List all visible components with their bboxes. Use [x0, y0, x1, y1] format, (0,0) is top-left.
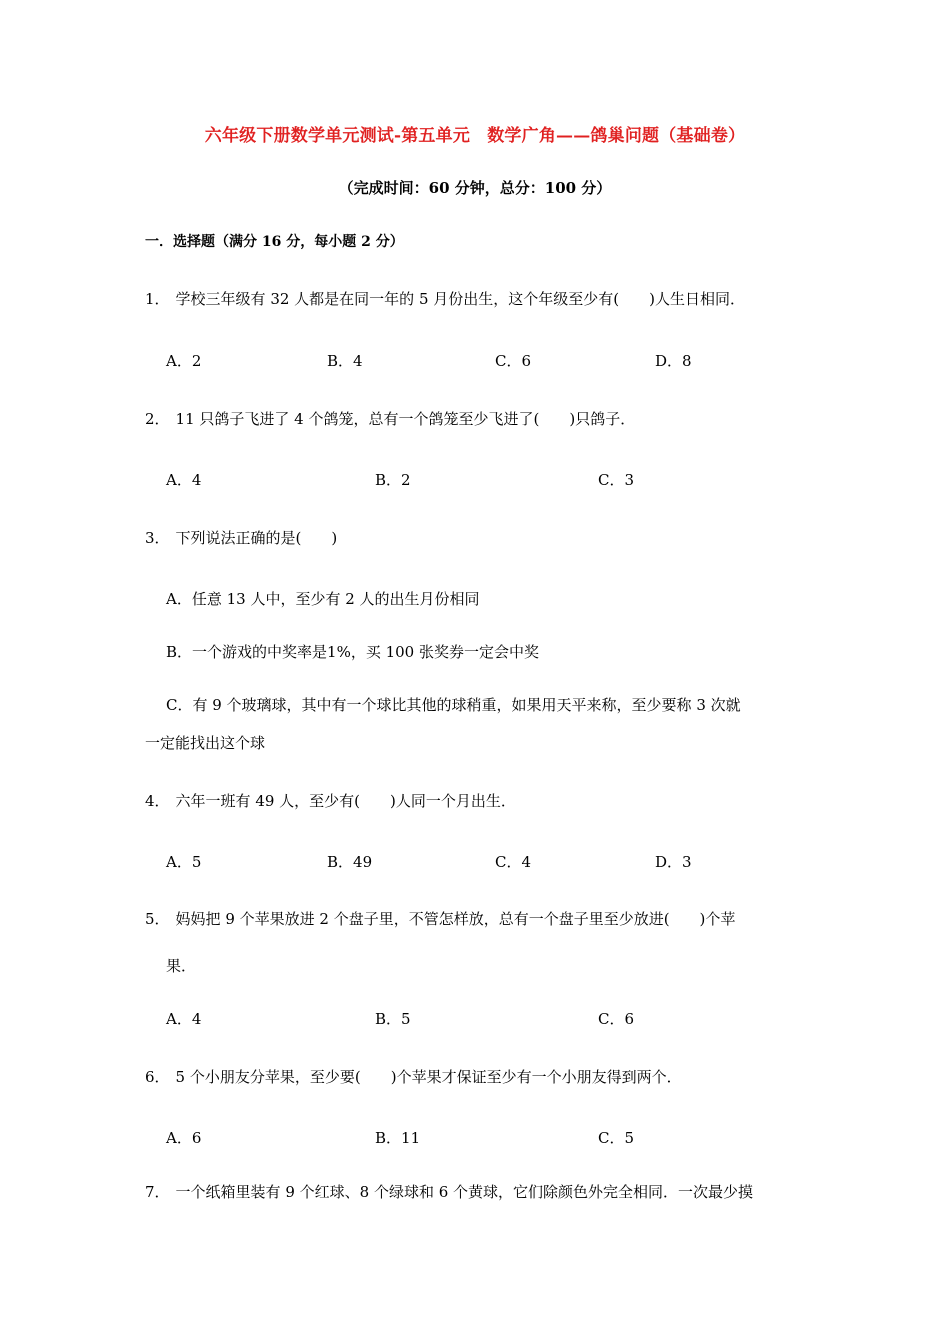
option-b: B．一个游戏的中奖率是1%，买 100 张奖券一定会中奖 [166, 643, 539, 661]
option-a: A．2 [166, 352, 202, 370]
option-d: D．3 [655, 853, 692, 871]
question-5 [145, 908, 735, 929]
option-c: C．3 [598, 471, 635, 489]
question-text: 5 个小朋友分苹果，至少要( )个苹果才保证至少有一个小朋友得到两个． [175, 1068, 682, 1086]
option-b: B．49 [327, 853, 373, 871]
option-c: C．6 [598, 1010, 635, 1028]
option-b: B．11 [375, 1129, 421, 1147]
option-b: B．4 [327, 352, 363, 370]
question-1 [145, 288, 745, 309]
option-a: A．4 [166, 471, 202, 489]
option-c: C．5 [598, 1129, 635, 1147]
option-a: A．5 [166, 853, 202, 871]
question-number: 3． [145, 529, 170, 547]
page-title: 六年级下册数学单元测试-第五单元 数学广角——鸽巢问题（基础卷） [204, 126, 746, 146]
section-heading: 一．选择题（满分 16 分，每小题 2 分） [145, 234, 404, 250]
question-number: 2． [145, 410, 170, 428]
question-text-continuation: 果． [166, 957, 197, 975]
question-3 [145, 527, 337, 548]
question-4 [145, 790, 516, 811]
question-text: 下列说法正确的是( ) [175, 529, 338, 547]
question-2 [145, 408, 635, 429]
question-7 [145, 1181, 753, 1202]
option-a: A．任意 13 人中，至少有 2 人的出生月份相同 [166, 590, 480, 608]
question-6 [145, 1066, 682, 1087]
option-c-continuation: 一定能找出这个球 [145, 734, 266, 752]
option-d: D．8 [655, 352, 692, 370]
question-number: 5． [145, 910, 170, 928]
question-number: 1． [145, 290, 170, 308]
option-b: B．2 [375, 471, 411, 489]
option-c: C．4 [495, 853, 532, 871]
question-text: 六年一班有 49 人，至少有( )人同一个月出生． [175, 792, 516, 810]
question-number: 4． [145, 792, 170, 810]
question-text: 学校三年级有 32 人都是在同一年的 5 月份出生，这个年级至少有( )人生日相同． [175, 290, 745, 308]
option-b: B．5 [375, 1010, 411, 1028]
option-a: A．4 [166, 1010, 202, 1028]
option-c: C．6 [495, 352, 532, 370]
question-number: 6． [145, 1068, 170, 1086]
option-a: A．6 [166, 1129, 202, 1147]
question-number: 7． [145, 1183, 170, 1201]
page-subtitle: （完成时间：60 分钟，总分：100 分） [338, 179, 612, 197]
option-c: C．有 9 个玻璃球，其中有一个球比其他的球稍重，如果用天平来称，至少要称 3 次就 [166, 696, 741, 714]
question-text: 妈妈把 9 个苹果放进 2 个盘子里，不管怎样放，总有一个盘子里至少放进( )个苹 [175, 910, 736, 928]
question-text: 11 只鸽子飞进了 4 个鸽笼，总有一个鸽笼至少飞进了( )只鸽子． [175, 410, 636, 428]
question-text: 一个纸箱里装有 9 个红球、8 个绿球和 6 个黄球，它们除颜色外完全相同．一次最少摸 [175, 1183, 754, 1201]
